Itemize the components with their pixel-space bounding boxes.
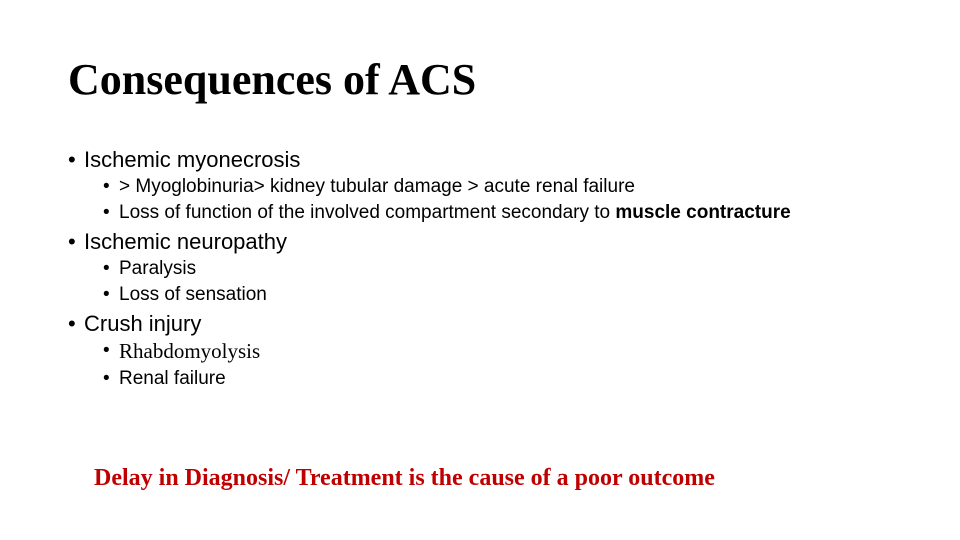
sub-bullet-renal-failure <box>68 366 948 392</box>
sub-bullet-rhabdomyolysis <box>68 338 948 366</box>
sub-bullet-text: Paralysis <box>119 258 197 279</box>
slide-title: Consequences of ACS <box>68 55 477 104</box>
bullet-ischemic-myonecrosis <box>68 146 948 174</box>
bullet-glyph: • <box>68 147 76 172</box>
bullet-glyph: • <box>103 176 110 197</box>
bullet-list <box>68 146 948 392</box>
bullet-glyph: • <box>103 284 110 305</box>
bullet-glyph: • <box>103 202 110 223</box>
sub-bullet-emphasis: muscle contracture <box>615 202 791 223</box>
sub-bullet-text: Loss of function of the involved compartment secondary to <box>119 202 616 223</box>
sub-bullet-loss-of-function <box>68 200 948 226</box>
sub-bullet-text: Renal failure <box>119 368 226 389</box>
footer-note: Delay in Diagnosis/ Treatment is the cause of a poor outcome <box>94 465 715 491</box>
bullet-glyph: • <box>68 229 76 254</box>
sub-bullet-text: > Myoglobinuria> kidney tubular damage > acute renal failure <box>119 176 635 197</box>
sub-bullet-loss-of-sensation <box>68 282 948 308</box>
sub-bullet-text: Loss of sensation <box>119 284 267 305</box>
bullet-crush-injury <box>68 310 948 338</box>
sub-bullet-paralysis <box>68 256 948 282</box>
bullet-label: Ischemic myonecrosis <box>84 147 301 172</box>
sub-bullet-text: Rhabdomyolysis <box>119 339 261 363</box>
bullet-glyph: • <box>68 311 76 336</box>
bullet-label: Ischemic neuropathy <box>84 229 287 254</box>
bullet-glyph: • <box>103 340 110 361</box>
bullet-ischemic-neuropathy <box>68 228 948 256</box>
bullet-glyph: • <box>103 368 110 389</box>
sub-bullet-myoglobinuria <box>68 174 948 200</box>
bullet-label: Crush injury <box>84 311 202 336</box>
bullet-glyph: • <box>103 258 110 279</box>
